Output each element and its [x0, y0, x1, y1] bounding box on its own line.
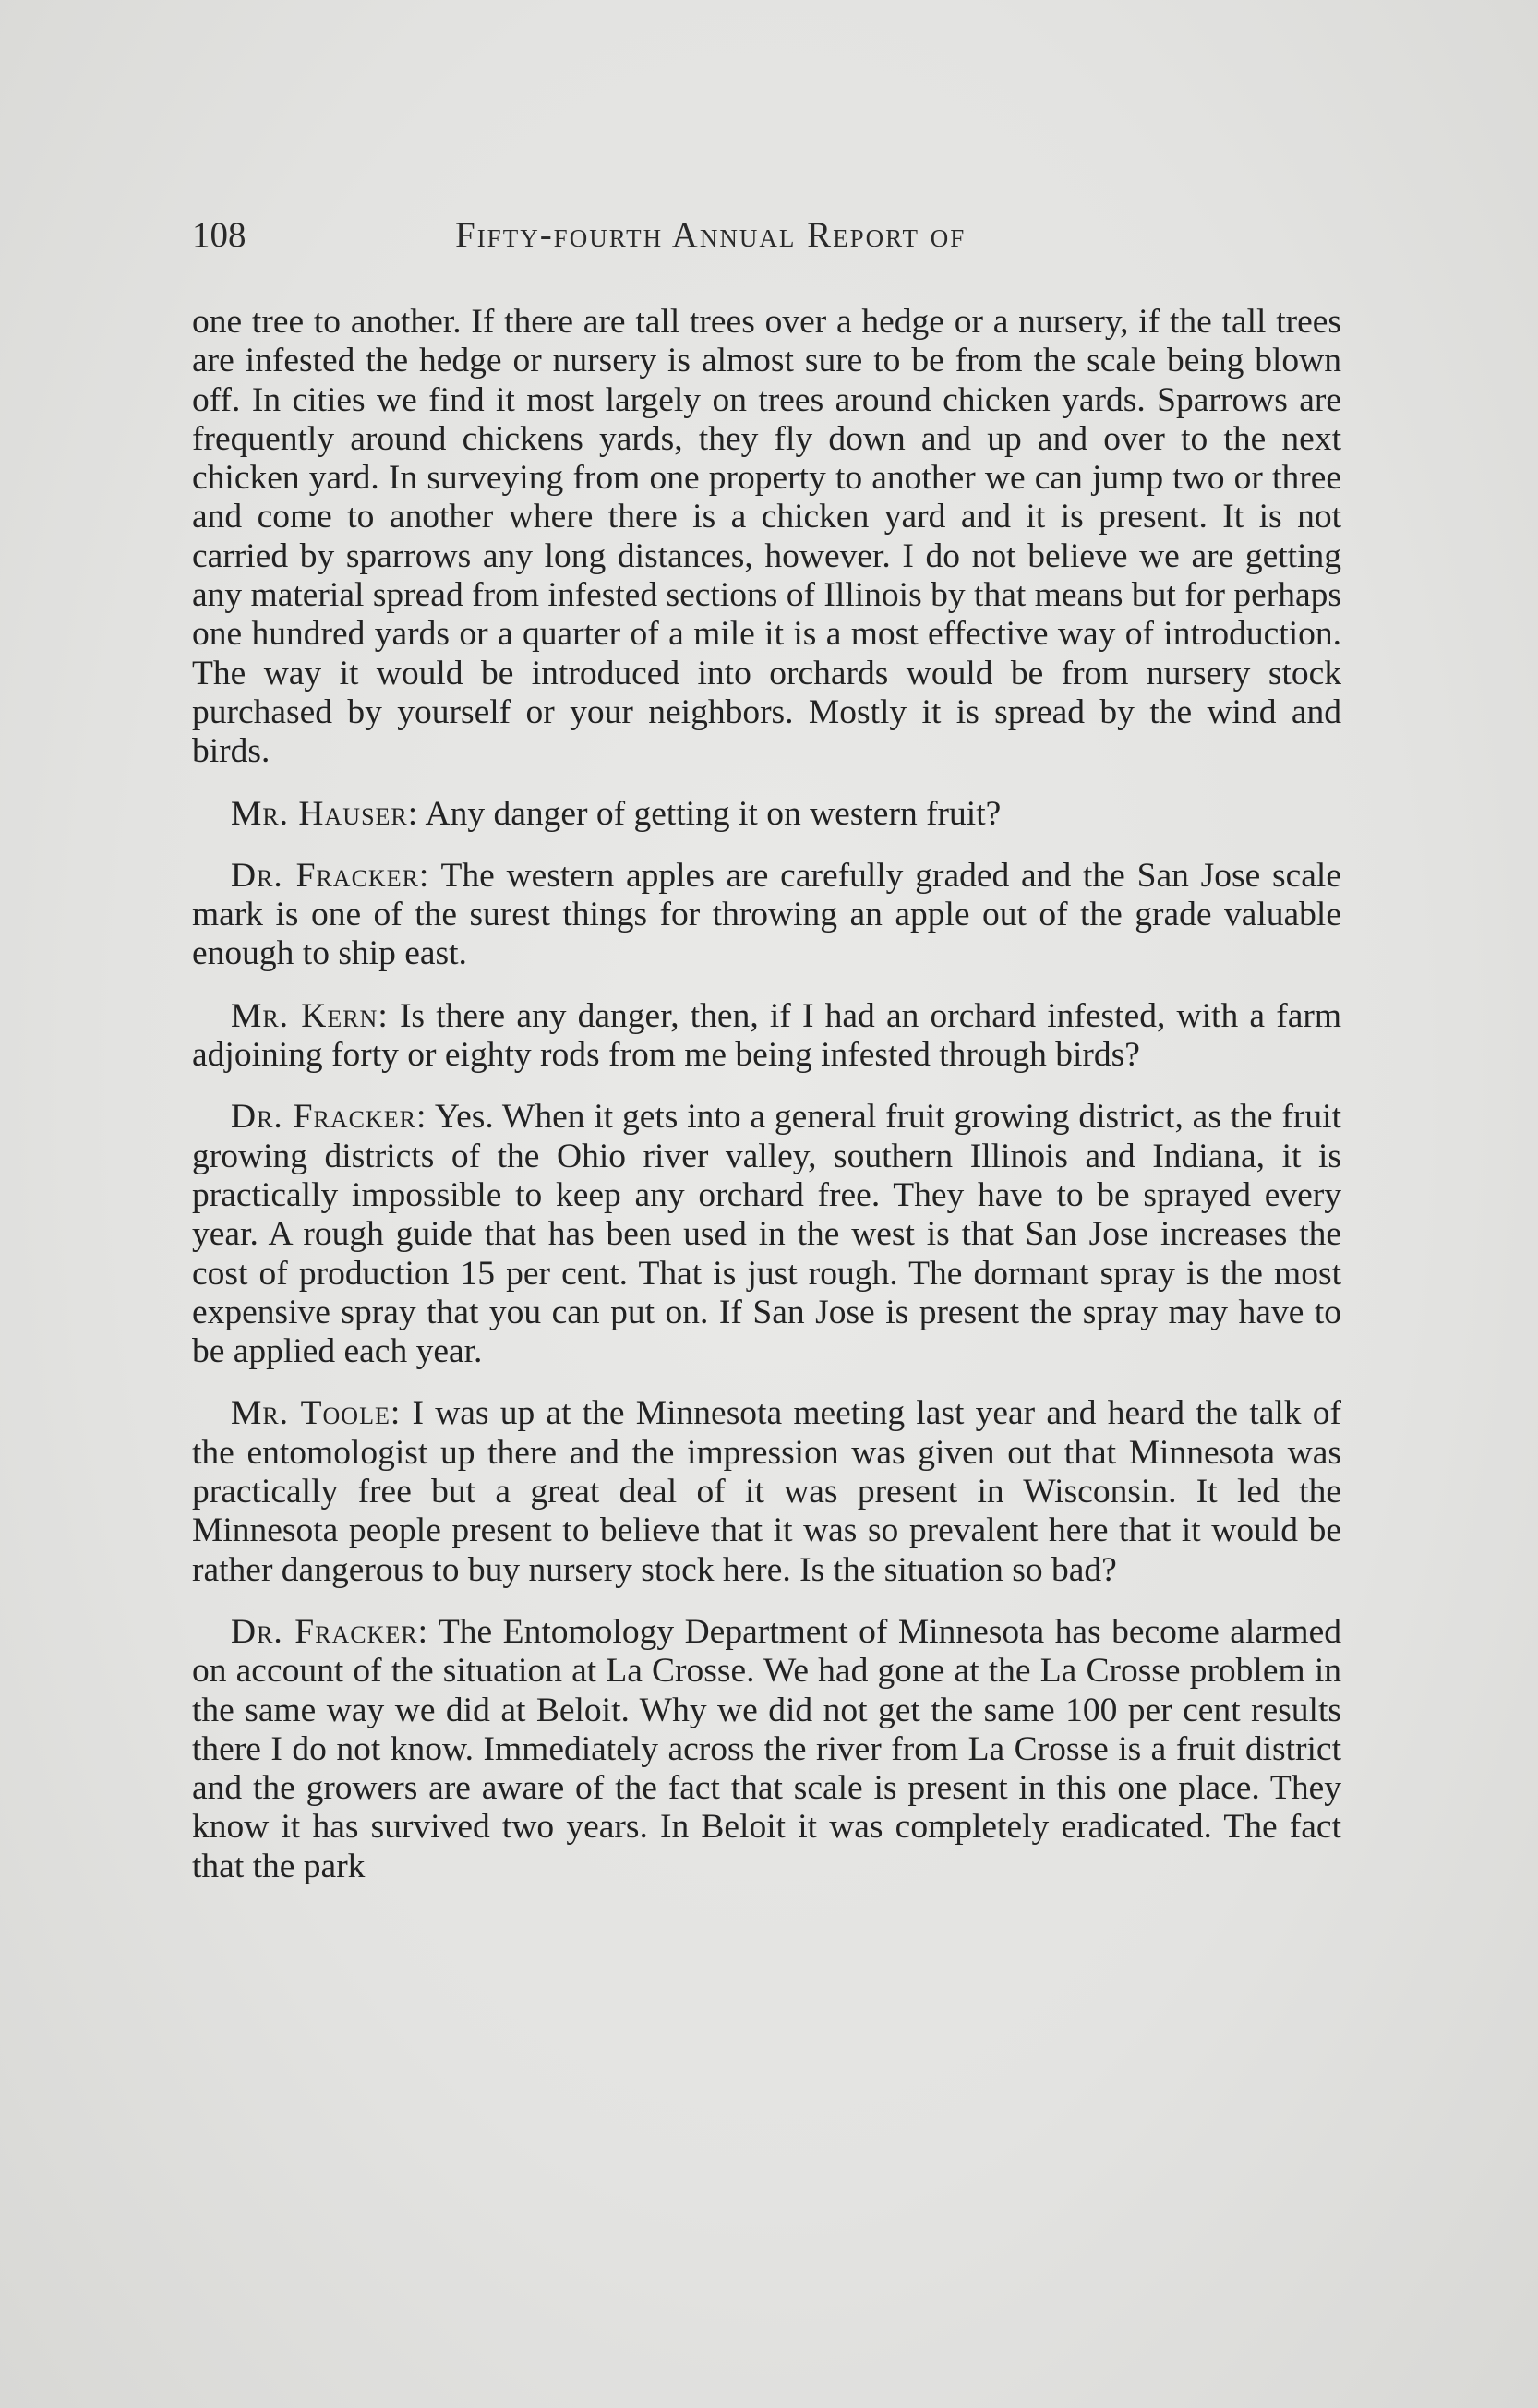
speaker-label: Dr. Fracker:	[231, 1098, 427, 1137]
speaker-label: Dr. Fracker:	[231, 1612, 429, 1651]
speaker-label: Dr. Fracker:	[231, 856, 430, 895]
paragraph	[192, 997, 1341, 1076]
body-text	[192, 303, 1341, 1886]
page-header	[192, 214, 1341, 270]
paragraph-text: Yes. When it gets into a general fruit growing district, as the fruit growing districts of the Ohio river valley, southern Illinois and Indiana, it is practically impossible to keep any orchard free. They have to be sprayed every year. A rough guide that has been used in the west is that San Jose increases the cost of production 15 per cent. That is just rough. The dormant spray is the most expensive spray that you can put on. If San Jose is present the spray may have to be applied each year.	[192, 1098, 1341, 1371]
paragraph	[192, 1098, 1341, 1371]
paragraph	[192, 795, 1341, 834]
paragraph	[192, 1394, 1341, 1589]
paragraph-text: The western apples are carefully graded and the San Jose scale mark is one of the surest things for throwing an apple out of the grade valuable enough to ship east.	[192, 856, 1341, 973]
paragraph-text: Is there any danger, then, if I had an orchard infested, with a farm adjoining forty or eighty rods from me being infested through birds?	[192, 996, 1342, 1075]
page-number: 108	[192, 215, 246, 255]
paragraph-text: one tree to another. If there are tall trees over a hedge or a nursery, if the tall trees are infested the hedge or nursery is almost sure to be from the scale being blown off. In cities we find it most largely on trees around chicken yards. Sparrows are frequently around chickens yards, they fly down and up and over to the next chicken yard. In surveying from one property to another we can jump two or three and come to another where there is a chicken yard and it is present. It is not carried by sparrows any long distances, however. I do not believe we are getting any material spread from infested sections of Illinois by that means but for perhaps one hundred yards or a quarter of a mile it is a most effective way of introduction. The way it would be introduced into orchards would be from nursery stock purchased by yourself or your neighbors. Mostly it is spread by the wind and birds.	[192, 303, 1341, 771]
paragraph	[192, 303, 1341, 772]
speaker-label: Mr. Toole:	[231, 1394, 402, 1433]
paragraph-text: Any danger of getting it on western fruit?	[425, 794, 1002, 833]
paragraph	[192, 857, 1341, 974]
speaker-label: Mr. Kern:	[231, 996, 389, 1035]
running-head: Fifty-fourth Annual Report of	[455, 215, 967, 255]
paragraph	[192, 1613, 1341, 1886]
paragraph-text: The Entomology Department of Minnesota has become alarmed on account of the situation at La Crosse. We had gone at the La Crosse problem in the same way we did at Beloit. Why we did not get the same 100 per cent results there I do not know. Immediately across the river from La Crosse is a fruit district and the growers are aware of the fact that scale is present in this one place. They know it has survived two years. In Beloit it was completely eradicated. The fact that the park	[192, 1612, 1341, 1885]
speaker-label: Mr. Hauser:	[231, 794, 419, 833]
paragraph-text: I was up at the Minnesota meeting last year and heard the talk of the entomologist up there and the impression was given out that Minnesota was practically free but a great deal of it was present in Wisconsin. It led the Minnesota people present to believe that it was so prevalent here that it would be rather dangerous to buy nursery stock here. Is the situation so bad?	[192, 1394, 1341, 1589]
